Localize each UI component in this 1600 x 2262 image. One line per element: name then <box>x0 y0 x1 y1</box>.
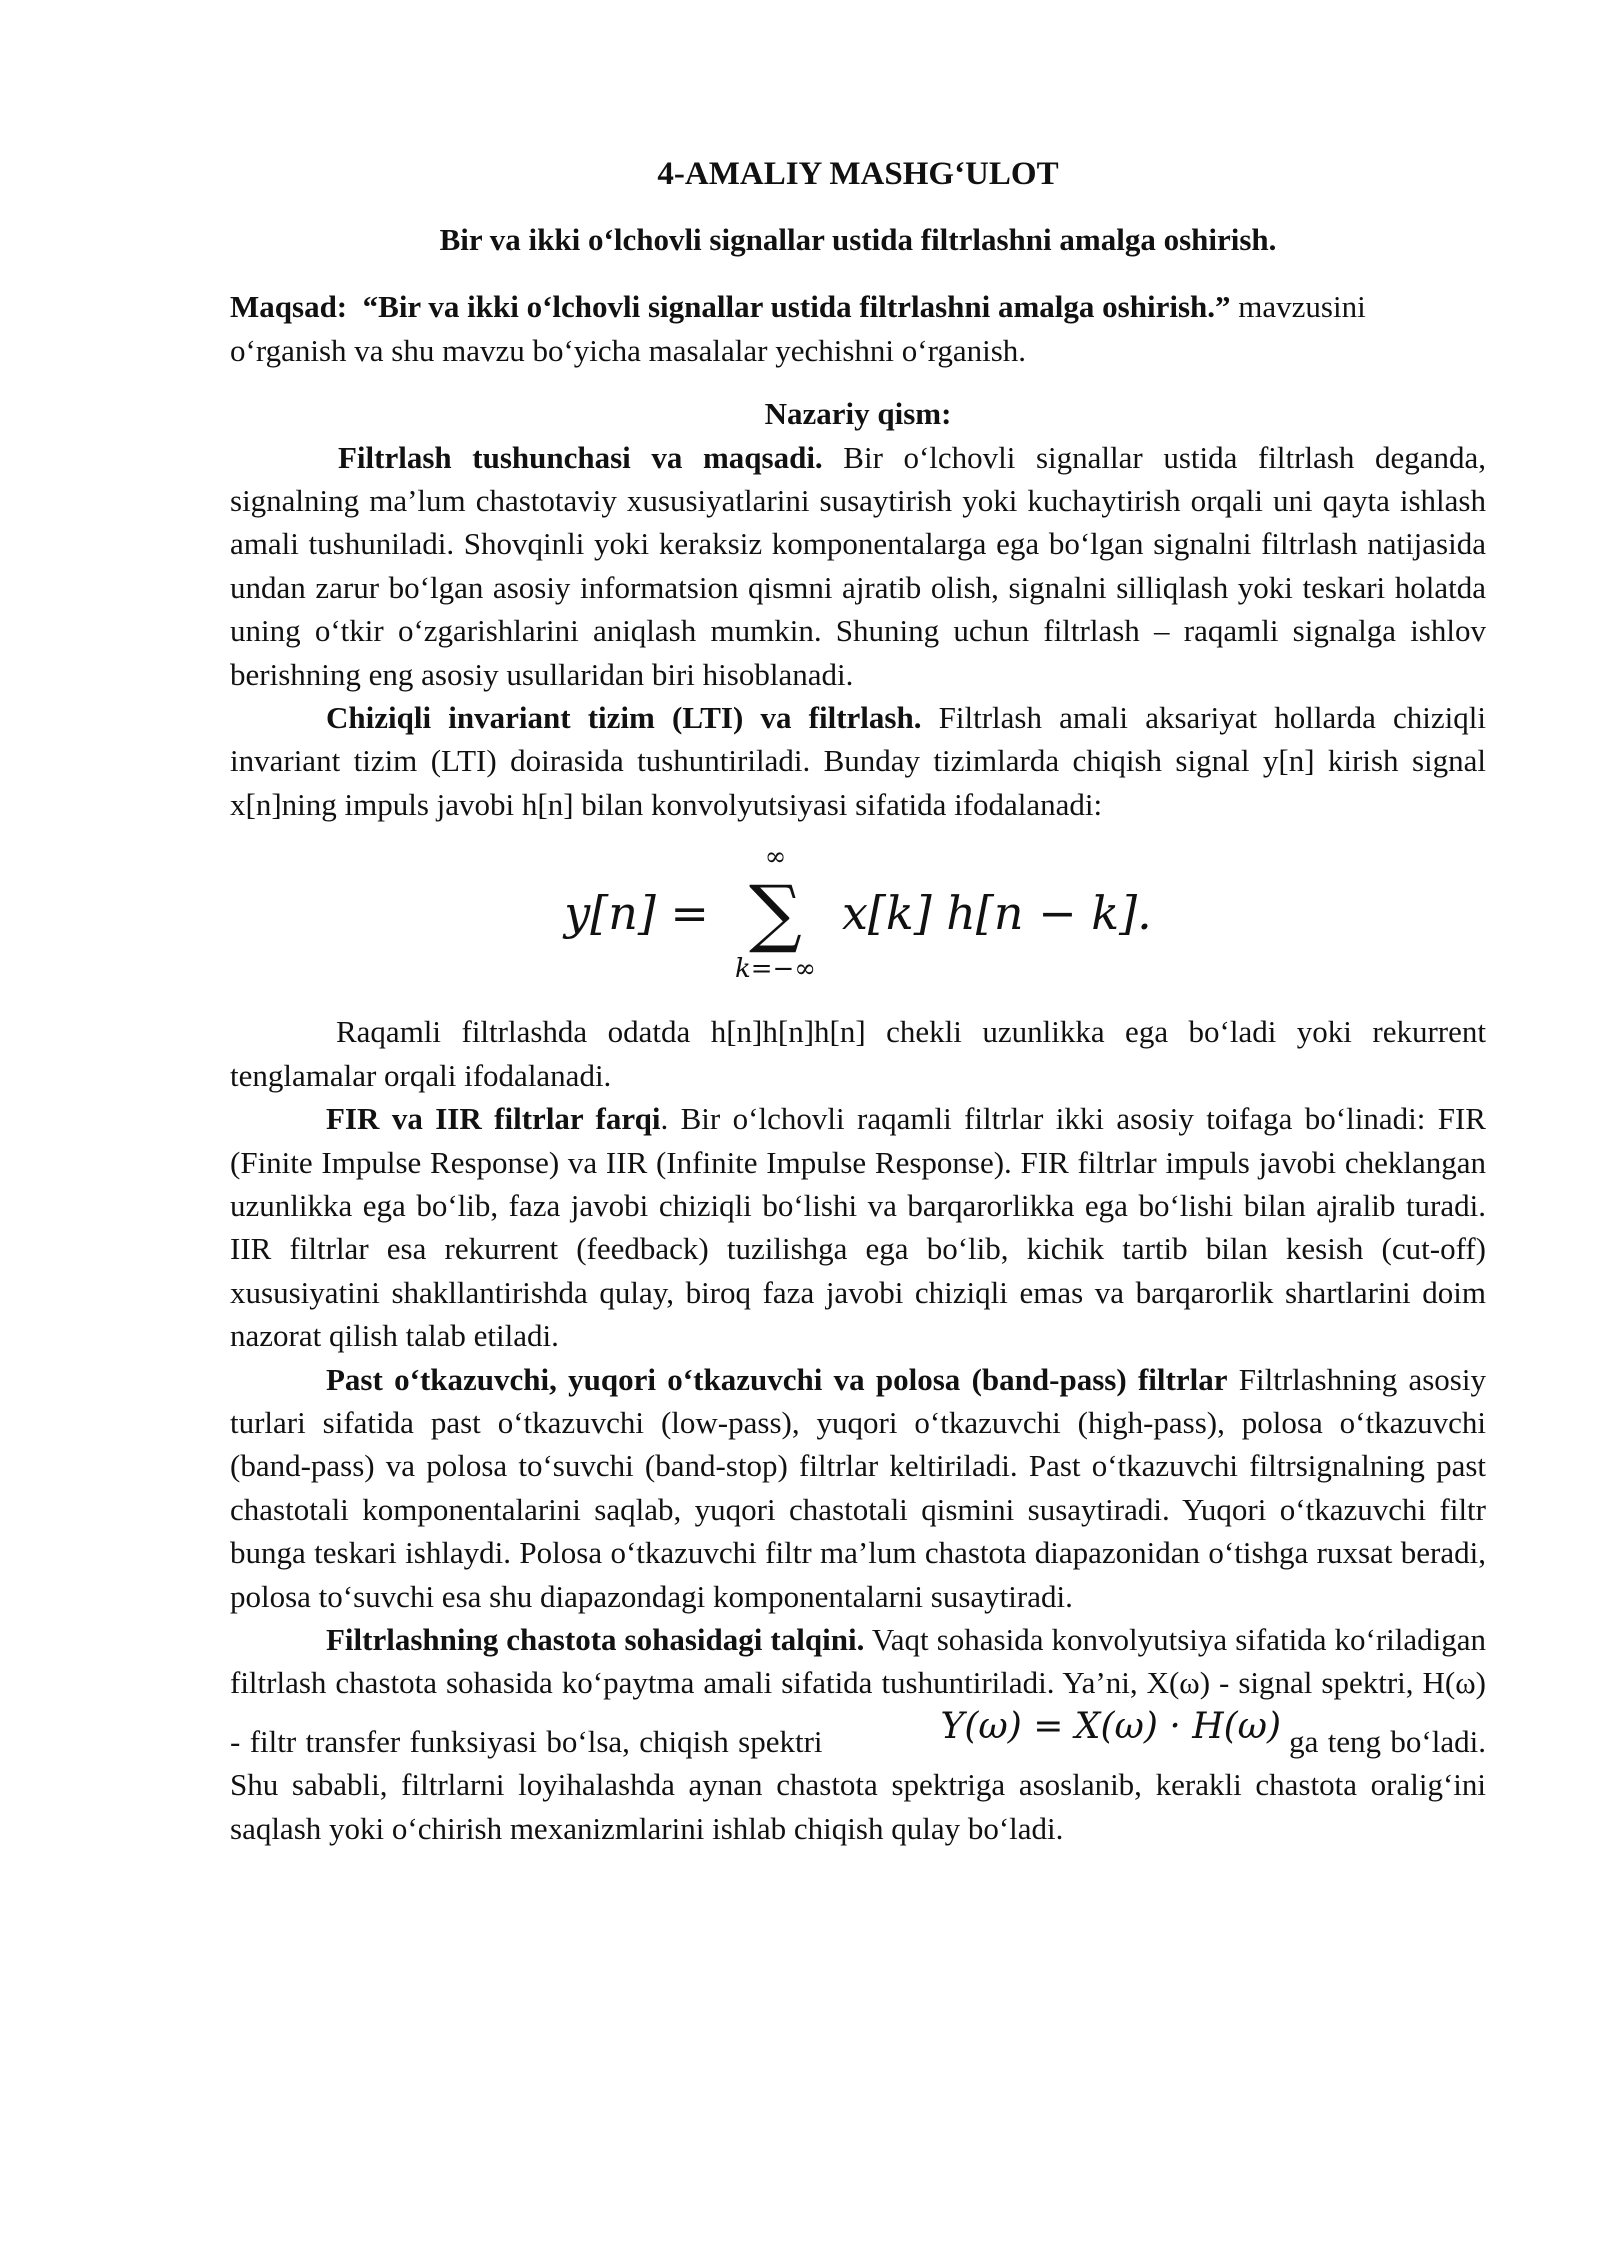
sum-upper-limit: ∞ <box>764 842 787 873</box>
paragraph-lead: FIR va IIR filtrlar farqi <box>326 1101 661 1137</box>
paragraph-raqamli: Raqamli filtrlashda odatda h[n]h[n]h[n] chekli uzunlikka ega bo‘ladi yoki rekurrent tenglamalar orqali ifodalanadi. <box>230 1014 1486 1093</box>
page-subtitle: Bir va ikki o‘lchovli signallar ustida filtrlashni amalga oshirish. <box>439 222 1277 257</box>
paragraph-lead: Filtrlash tushunchasi va maqsadi. <box>338 439 823 475</box>
paragraph-text: ga teng bo‘ladi. Shu sababli, filtrlarni loyihalashda aynan chastota spektriga asoslanib, kerakli chastota oralig‘ini saqlash yoki o‘chirish mexanizmlarini ishlab chiqish qulay bo‘ladi. <box>230 1723 1486 1846</box>
purpose-quote: “Bir va ikki o‘lchovli signallar ustida filtrlashni amalga oshirish.” <box>362 289 1231 325</box>
paragraph-lead: Past o‘tkazuvchi, yuqori o‘tkazuvchi va polosa (band-pass) filtrlar <box>326 1361 1228 1397</box>
output-spectrum-equation: Y(ω) = X(ω) · H(ω) <box>940 1705 1282 1747</box>
paragraph-text: Bir o‘lchovli signallar ustida filtrlash deganda, signalning ma’lum chastotaviy xususiyatlarini susaytirish yoki kuchaytirish orqali uni qayta ishlash amali tushuniladi. Shovqinli yoki keraksiz komponentalarga ega bo‘lgan signalni filtrlash natijasida undan zarur bo‘lgan asosiy informatsion qismni ajratib olish, signalni silliqlash yoki teskari holatda uning o‘tkir o‘zgarishlarini aniqlash mumkin. Shuning uchun filtrlash – raqamli signalga ishlov berishning eng asosiy usullaridan biri hisoblanadi. <box>230 439 1486 692</box>
paragraph-text: . Bir o‘lchovli raqamli filtrlar ikki asosiy toifaga bo‘linadi: FIR (Finite Impulse Response) va IIR (Infinite Impulse Response). FIR filtrlar impuls javobi cheklangan uzunlikka ega bo‘lib, faza javobi chiziqli bo‘lishi va barqarorlikka ega bo‘lishi bilan ajralib turadi. IIR filtrlar esa rekurrent (feedback) tuzilishga ega bo‘lib, kichik tartib bilan kesish (cut-off) xususiyatini shakllantirishda qulay, biroq faza javobi chiziqli emas va barqarorlik shartlarini doim nazorat qilish talab etiladi. <box>230 1101 1486 1354</box>
paragraph-text: Filtrlash amali aksariyat hollarda chiziqli invariant tizim (LTI) doirasida tushuntiriladi. Bunday tizimlarda chiqish signal y[n] kirish signal x[n]ning impuls javobi h[n] bilan konvolyutsiyasi sifatida ifodalanadi: <box>230 700 1486 822</box>
purpose-label: Maqsad: <box>230 289 348 325</box>
purpose-rest: mavzusini o‘rganish va shu mavzu bo‘yicha masalalar yechishni o‘rganish. <box>230 289 1366 368</box>
sigma-symbol: ∑ <box>749 870 802 957</box>
paragraph-text: Vaqt sohasida konvolyutsiya sifatida ko‘riladigan filtrlash chastota sohasida ko‘paytma amali sifatida tushuntiriladi. Ya’ni, X(ω) - signal spektri, H(ω) - filtr transfer funksiyasi bo‘lsa, chiqish spektri <box>230 1621 1486 1759</box>
paragraph-lead: Filtrlashning chastota sohasidagi talqini. <box>326 1621 865 1657</box>
paragraph-lead: Chiziqli invariant tizim (LTI) va filtrlash. <box>326 700 922 736</box>
sum-lower-limit: k=−∞ <box>734 954 816 985</box>
paragraph-freq-domain <box>230 1618 1486 1850</box>
paragraph-lti <box>230 696 1486 826</box>
paragraph-filtrlash <box>230 436 1486 696</box>
formula-rhs: x[k] h[n − k]. <box>841 885 1152 940</box>
page-title: 4-AMALIY MASHG‘ULOT <box>657 156 1059 192</box>
summation <box>734 842 816 985</box>
paragraph-pass-filters <box>230 1358 1486 1618</box>
paragraph-text: Filtrlashning asosiy turlari sifatida past o‘tkazuvchi (low-pass), yuqori o‘tkazuvchi (high-pass), polosa o‘tkazuvchi (band-pass) va polosa to‘suvchi (band-stop) filtrlar keltiriladi. Past o‘tkazuvchi filtrsignalning past chastotali komponentalarini saqlab, yuqori chastotali qismini susaytiradi. Yuqori o‘tkazuvchi filtr bunga teskari ishlaydi. Polosa o‘tkazuvchi filtr ma’lum chastota diapazonidan o‘tishga ruxsat beradi, polosa to‘suvchi esa shu diapazondagi komponentalarni susaytiradi. <box>230 1361 1486 1614</box>
formula-lhs: y[n] = <box>564 885 709 940</box>
purpose-paragraph <box>230 285 1486 372</box>
paragraph-fir-iir <box>230 1097 1486 1357</box>
convolution-formula <box>230 834 1486 992</box>
theory-heading: Nazariy qism: <box>764 396 952 432</box>
